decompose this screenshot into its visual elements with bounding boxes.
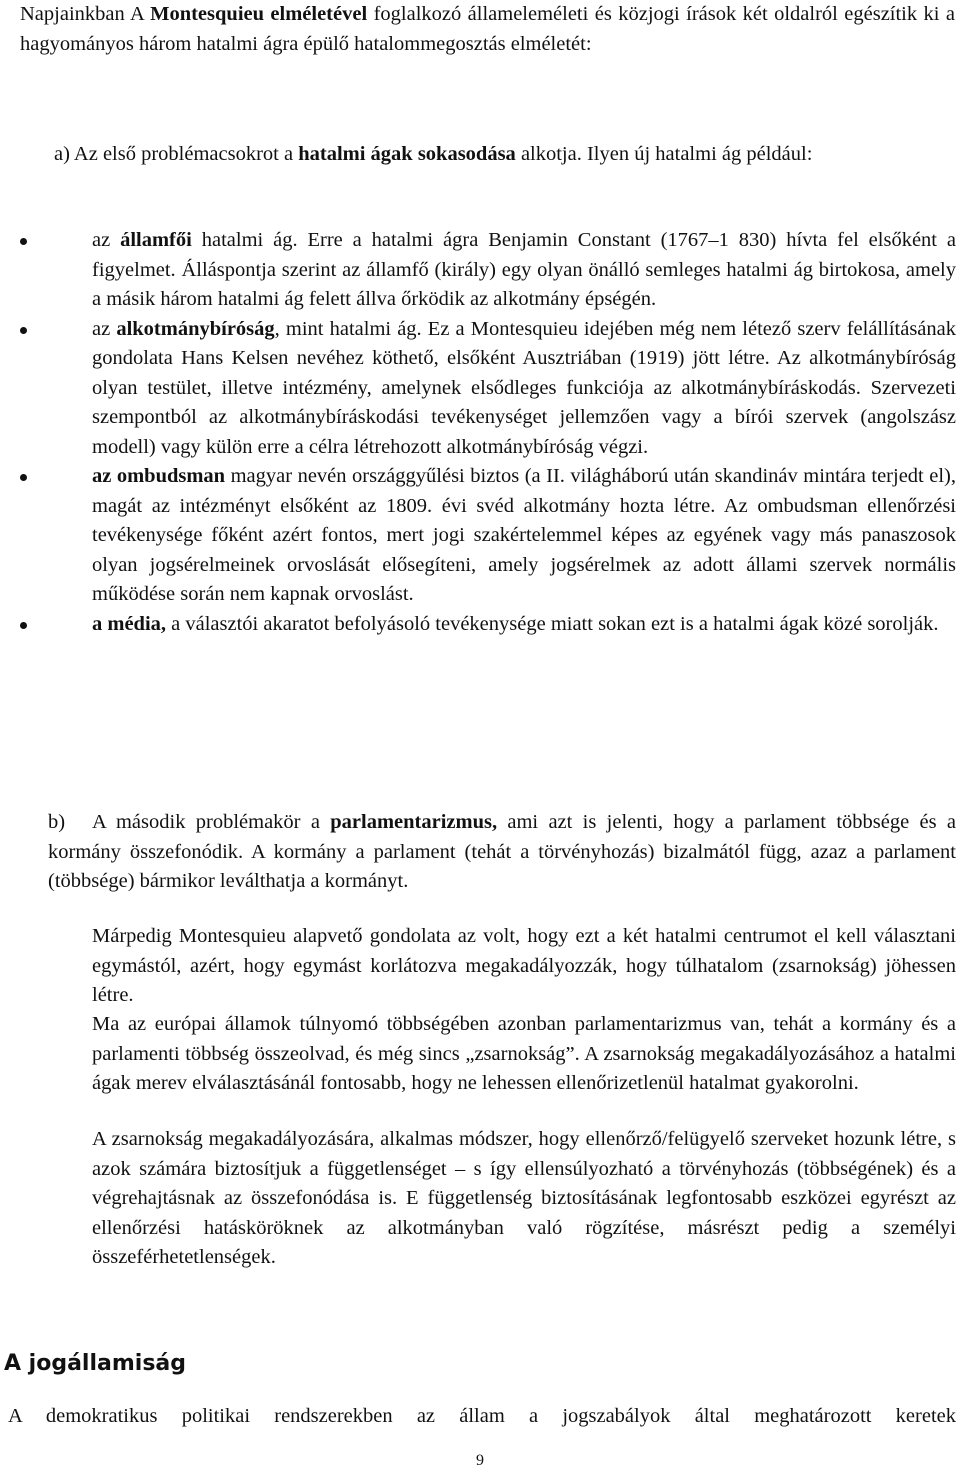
list-item: [92, 610, 956, 640]
bullet-text-1: az: [92, 317, 117, 340]
section-b-text-1: A második problémakör a: [92, 811, 331, 833]
bullet-text-1: az: [92, 229, 121, 251]
bullet-text-2: hatalmi ág. Erre a hatalmi ágra Benjamin Constant (1767–1 830) hívta fel elsőként a figyelmet. Álláspontja szerint az államfő (király) egy olyan önálló semleges hatalmi ág birtokosa, amely a másik három hatalmi ág felett állva őrködik az alkotmány épségén.: [92, 229, 956, 310]
bullet-text-2: magyar nevén országgyűlési biztos (a II. világháború után skandináv mintára terjedt el), magát az intézményt elsőként az 1809. évi svéd alkotmány hozta létre. Az ombudsman ellenőrzési tevékenysége főként azért fontos, mert jogi szakértelemmel képes az egyének vagy más panaszosok olyan jogsérelmeinek orvoslását elősegíteni, amely jogsérelmek az adott állami szervek normális működése során nem kapnak orvoslást.: [92, 465, 956, 605]
body-text-line: A demokratikus politikai rendszerekben az állam a jogszabályok által meghatározott keretek: [8, 1405, 956, 1427]
bullet-icon: [20, 622, 27, 629]
list-item: [92, 226, 956, 315]
section-b-bold: parlamentarizmus,: [330, 811, 498, 833]
section-b-paragraph: [48, 808, 956, 897]
list-item: [92, 462, 956, 610]
list-item: [92, 315, 956, 463]
section-a-bold: hatalmi ágak sokasodása: [298, 143, 516, 165]
paragraph-2: Ma az európai államok túlnyomó többségében azonban parlamentarizmus van, tehát a kormány és a parlamenti többség összeolvad, és még sincs „zsarnokság”. A zsarnokság megakadályozásához a hatalmi ágak merev elválasztásánál fontosabb, hogy ne lehessen ellenőrizetlenül hatalmat gyakorolni.: [92, 1013, 956, 1094]
intro-text-2: foglalkozó állameleméleti és közjogi írások két oldalról egészítik ki a hagyományos három hatalmi ágra épülő hatalommegosztás elméletét:: [20, 3, 955, 55]
section-b-text-2: ami azt is jelenti, hogy a parlament többsége és a kormány összefonódik. A kormány a parlament (tehát a törvényhozás) bizalmától függ, azaz a parlament (többsége) bármikor leválthatja a kormányt.: [48, 811, 956, 892]
bullet-list: [92, 226, 956, 639]
bullet-bold: államfői: [120, 229, 192, 251]
intro-paragraph: [20, 0, 955, 59]
bullet-bold: alkotmánybíróság: [116, 317, 275, 340]
bullet-bold: az ombudsman: [92, 465, 226, 487]
bullet-text-2: , mint hatalmi ág. Ez a Montesquieu idejében még nem létező szerv felállításának gondolata Hans Kelsen nevéhez köthető, elsőként Ausztriában (1919) jött létre. Az alkotmánybíróság olyan testület, illetve intézmény, amelynek elsődleges funkciója az alkotmánybíráskodás. Szervezeti szempontból az alkotmánybíráskodási tevékenységet jellemzően vagy a bírói szervek (angolszász modell) vagy külön erre a célra létrehozott alkotmánybíróság végzi.: [92, 317, 956, 458]
bullet-bold: a média,: [92, 612, 167, 635]
intro-text-1: Napjainkban A: [20, 3, 151, 25]
section-b-label: b): [48, 811, 66, 833]
paragraph-1: Márpedig Montesquieu alapvető gondolata az volt, hogy ezt a két hatalmi centrumot el kell választani egymástól, azért, hogy egymást korlátozva megakadályozzák, hogy túlhatalom (zsarnokság) jöhessen létre.: [92, 925, 956, 1006]
section-a-text-2: alkotja. Ilyen új hatalmi ág például:: [515, 143, 813, 165]
bullet-icon: [20, 474, 27, 481]
bullet-icon: [20, 238, 27, 245]
section-heading: A jogállamiság: [4, 1351, 187, 1376]
section-a-text-1: a) Az első problémacsokrot a: [54, 143, 299, 165]
section-a-paragraph: [54, 140, 934, 170]
intro-bold: Montesquieu elméletével: [150, 3, 368, 25]
bullet-icon: [20, 327, 27, 334]
page-number: 9: [476, 1452, 484, 1469]
paragraph-3: A zsarnokság megakadályozására, alkalmas módszer, hogy ellenőrző/felügyelő szerveket hozunk létre, s azok számára biztosítjuk a függetlenséget – s így ellensúlyozható a törvényhozás (többségének) és a végrehajtásnak az összefonódása is. E függetlenség biztosításának legfontosabb eszközei egyrészt az ellenőrzési hatásköröknek az alkotmányban való rögzítése, másrészt pedig a személyi összeférhetetlenségek.: [92, 1128, 956, 1268]
bullet-text-2: a választói akaratot befolyásoló tevékenysége miatt sokan ezt is a hatalmi ágak közé sorolják.: [166, 612, 939, 635]
